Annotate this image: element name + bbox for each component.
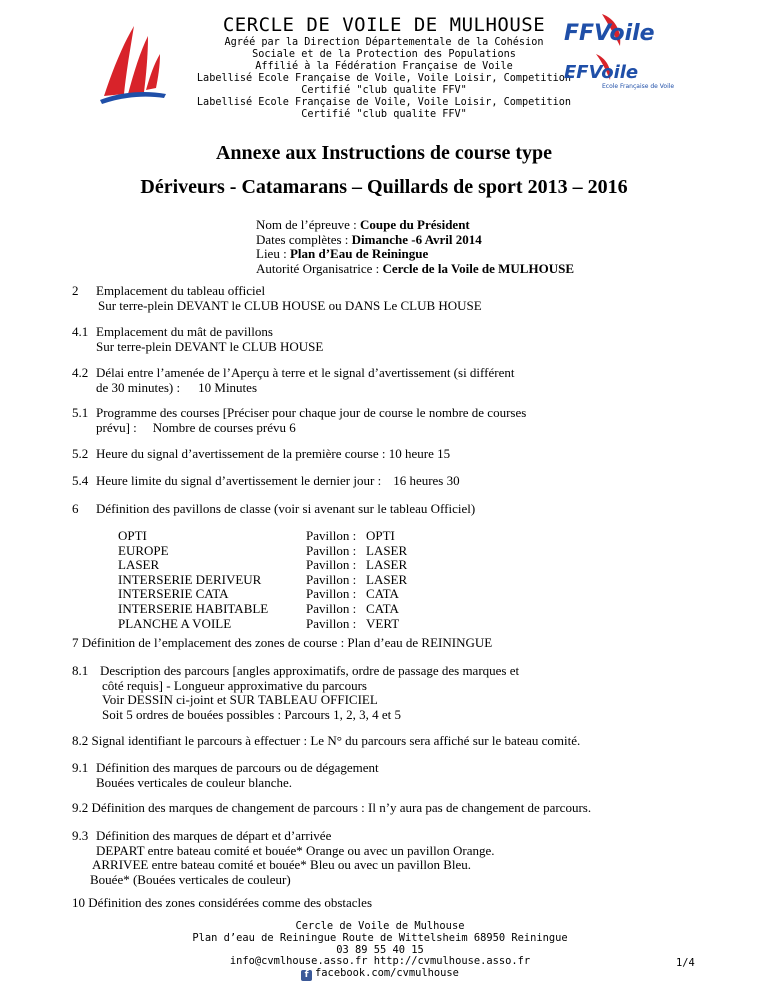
section-10: 10 Définition des zones considérées comme des obstacles [72,895,372,910]
header-line: Labellisé Ecole Française de Voile, Voile Loisir, Competition [196,97,572,108]
flag-value: LASER [366,571,408,587]
flag-value: OPTI [366,528,395,543]
facebook-icon: f [301,970,312,981]
section-9-1: 9.1 Définition des marques de parcours ou de dégagement Bouées verticales de couleur blanche. [72,760,379,790]
efvoile-logo-subtitle: Ecole Française de Voile [602,83,675,90]
section-9-2: 9.2 Définition des marques de changement de parcours : Il n’y aura pas de changement de parcours. [72,800,592,815]
footer-contact[interactable]: info@cvmlhouse.asso.fr http://cvmulhouse.asso.fr [229,955,531,968]
header-line: Affilié à la Fédération Française de Voile [255,61,513,72]
flag-value: CATA [366,586,399,602]
event-place-label: Lieu : [256,246,290,261]
event-dates: Dimanche -6 Avril 2014 [351,231,482,247]
event-dates-label: Dates complètes : [256,231,352,247]
flag-label: Pavillon : [306,528,357,543]
flag-label: Pavillon : [306,542,357,558]
footer-phone: 03 89 55 40 15 [336,943,424,956]
event-place: Plan d’Eau de Reiningue [289,246,429,261]
event-authority: Cercle de la Voile de MULHOUSE [382,260,574,276]
header-line: Certifié "club qualite FFV" [301,109,467,120]
header-line: Sociale et de la Protection des Populations [252,49,516,60]
section-8-2: 8.2 Signal identifiant le parcours à effectuer : Le N° du parcours sera affiché sur le bateau comité. [72,733,581,748]
flag-label: Pavillon : [306,615,357,631]
flag-labels [306,529,356,631]
facebook-link[interactable]: facebook.com/cvmulhouse [315,967,459,980]
class-name: INTERSERIE DERIVEUR [118,571,262,587]
section-9-3: 9.3 Définition des marques de départ et d’arrivée DEPART entre bateau comité et bouée* Orange ou avec un pavillon Orange. ARRIVEE entre bateau comité et bouée* Bleu ou avec un pavillon Bleu. Bouée* (Bouées verticales de couleur) [72,828,495,887]
header-line: Certifié "club qualite FFV" [301,85,467,96]
club-logo [100,20,166,104]
class-name: INTERSERIE HABITABLE [118,600,269,616]
section-2: 2 Emplacement du tableau officiel Sur terre-plein DEVANT le CLUB HOUSE ou DANS Le CLUB HOUSE [72,283,482,313]
club-title: CERCLE DE VOILE DE MULHOUSE [222,14,546,36]
flag-label: Pavillon : [306,571,357,587]
ffvoile-logo [562,10,666,50]
footer-facebook[interactable] [160,968,600,981]
flag-label: Pavillon : [306,586,357,602]
section-4-2: 4.2 Délai entre l’amenée de l’Aperçu à terre et le signal d’avertissement (si différent de 30 minutes) : 10 Minutes [72,365,515,395]
class-name: OPTI [118,528,147,543]
section-4-1: 4.1 Emplacement du mât de pavillons Sur terre-plein DEVANT le CLUB HOUSE [72,324,324,354]
section-8-1: 8.1 Description des parcours [angles approximatifs, ordre de passage des marques et côté requis] - Longueur approximative du parcours Voir DESSIN ci-joint et SUR TABLEAU OFFICIEL Soit 5 ordres de bouées possibles : Parcours 1, 2, 3, 4 et 5 [72,663,520,722]
event-name: Coupe du Président [359,217,470,232]
flag-label: Pavillon : [306,557,357,573]
ffvoile-logo-text: FFVoile [564,21,655,46]
efvoile-logo-text: EFVoile [564,62,639,83]
section-7: 7 Définition de l’emplacement des zones de course : Plan d’eau de REININGUE [72,635,493,650]
header-line: Agréé par la Direction Départementale de la Cohésion [224,37,544,48]
footer [160,921,600,981]
section-5-1: 5.1 Programme des courses [Préciser pour chaque jour de course le nombre de courses prévu] : Nombre de courses prévu 6 [72,405,527,435]
event-info [256,218,574,276]
flag-value: VERT [366,615,400,631]
flag-value: CATA [366,600,399,616]
flag-value: LASER [366,557,408,573]
event-authority-label: Autorité Organisatrice : [256,260,383,276]
class-names [118,529,268,631]
flag-value: LASER [366,542,408,558]
section-6: 6 Définition des pavillons de classe (voir si avenant sur le tableau Officiel) [72,501,476,516]
class-name: PLANCHE A VOILE [118,615,232,631]
event-name-label: Nom de l’épreuve : [256,217,360,232]
header-line: Labellisé Ecole Française de Voile, Voile Loisir, Competition [196,73,572,84]
section-5-4: 5.4 Heure limite du signal d’avertissement le dernier jour : 16 heures 30 [72,473,460,488]
class-name: EUROPE [118,542,169,558]
flag-label: Pavillon : [306,600,357,616]
footer-address: Plan d’eau de Reiningue Route de Wittelsheim 68950 Reiningue [192,931,568,944]
sub-title: Dériveurs - Catamarans – Quillards de sport 2013 – 2016 [140,176,628,198]
class-name: INTERSERIE CATA [118,586,229,602]
page-number: 1/4 [676,957,695,969]
efvoile-logo [562,52,675,96]
footer-club: Cercle de Voile de Mulhouse [295,920,465,932]
main-title: Annexe aux Instructions de course type [215,142,553,164]
flag-values [366,529,407,631]
section-5-2: 5.2 Heure du signal d’avertissement de la première course : 10 heure 15 [72,446,451,461]
class-name: LASER [118,557,160,573]
